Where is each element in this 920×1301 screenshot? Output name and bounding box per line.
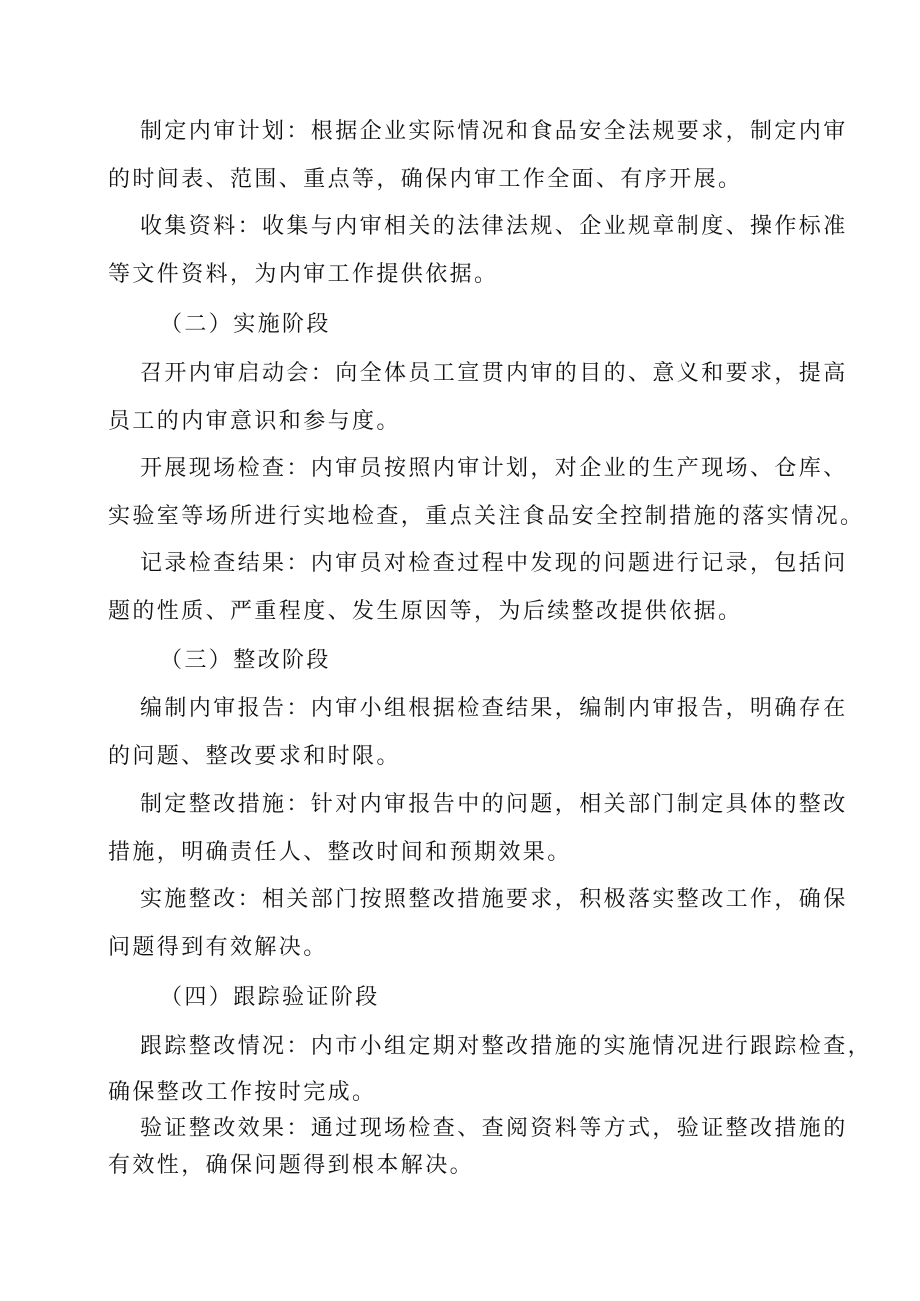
paragraph-line: 的时间表、范围、重点等，确保内审工作全面、有序开展。 [108,167,743,192]
paragraph-line: 实验室等场所进行实地检查，重点关注食品安全控制措施的落实情况。 [108,504,865,529]
paragraph-line: 确保整改工作按时完成。 [108,1080,377,1105]
paragraph-line: 制定内审计划：根据企业实际情况和食品安全法规要求，制定内审 [140,119,848,144]
paragraph-line: 记录检查结果：内审员对检查过程中发现的问题进行记录，包括问 [140,551,848,576]
paragraph-line: 跟踪整改情况：内市小组定期对整改措施的实施情况进行跟踪检查， [140,1034,873,1059]
section-heading: （三）整改阶段 [160,648,331,673]
paragraph-line: 有效性，确保问题得到根本解决。 [108,1153,475,1178]
paragraph-line: 等文件资料，为内审工作提供依据。 [108,262,499,287]
paragraph-line: 制定整改措施：针对内审报告中的问题，相关部门制定具体的整改 [140,792,848,817]
paragraph-line: 措施，明确责任人、整改时间和预期效果。 [108,840,572,865]
paragraph-line: 员工的内审意识和参与度。 [108,409,401,434]
paragraph-line: 的问题、整改要求和时限。 [108,744,401,769]
paragraph-line: 召开内审启动会：向全体员工宣贯内审的目的、意义和要求，提高 [140,361,848,386]
paragraph-line: 编制内审报告：内审小组根据检查结果，编制内审报告，明确存在 [140,696,848,721]
paragraph-line: 实施整改：相关部门按照整改措施要求，积极落实整改工作，确保 [140,887,848,912]
paragraph-line: 题的性质、严重程度、发生原因等，为后续整改提供依据。 [108,599,743,624]
paragraph-line: 收集资料：收集与内审相关的法律法规、企业规章制度、操作标准 [140,214,848,239]
section-heading: （四）跟踪验证阶段 [160,985,380,1010]
section-heading: （二）实施阶段 [160,312,331,337]
paragraph-line: 开展现场检查：内审员按照内审计划，对企业的生产现场、仓库、 [140,456,848,481]
paragraph-line: 问题得到有效解决。 [108,935,328,960]
paragraph-line: 验证整改效果：通过现场检查、查阅资料等方式，验证整改措施的 [140,1116,848,1141]
